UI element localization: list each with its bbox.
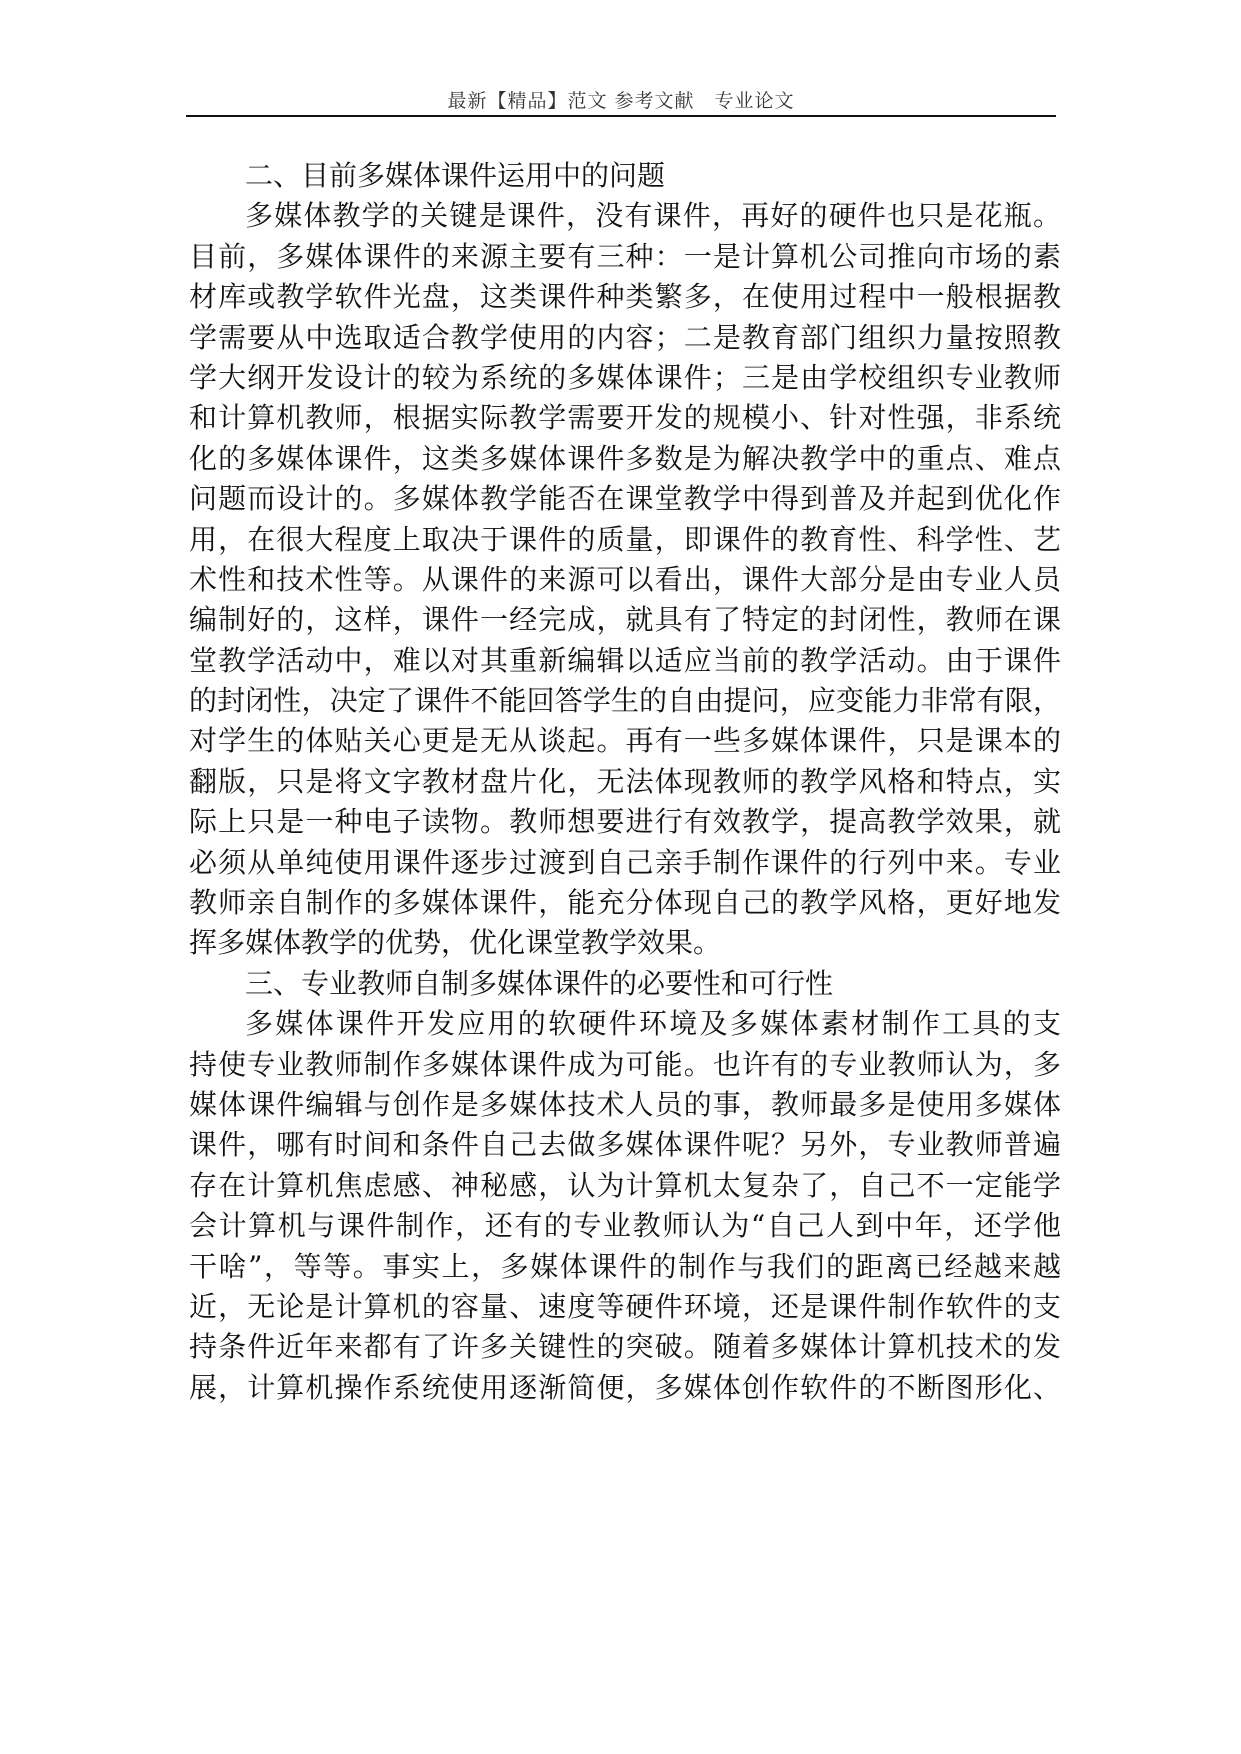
paragraph-line: 和计算机教师，根据实际教学需要开发的规模小、针对性强，非系统 — [189, 401, 1061, 435]
paragraph-line: 堂教学活动中，难以对其重新编辑以适应当前的教学活动。由于课件 — [189, 643, 1061, 677]
paragraph-line: 的封闭性，决定了课件不能回答学生的自由提问，应变能力非常有限， — [189, 684, 1061, 718]
paragraph-line: 近，无论是计算机的容量、速度等硬件环境，还是课件制作软件的支 — [189, 1289, 1061, 1323]
paragraph-line: 术性和技术性等。从课件的来源可以看出，课件大部分是由专业人员 — [189, 562, 1061, 596]
paragraph-line: 媒体课件编辑与创作是多媒体技术人员的事，教师最多是使用多媒体 — [189, 1087, 1061, 1121]
page-header: 最新【精品】范文 参考文献 专业论文 — [447, 90, 795, 112]
paragraph-line: 学大纲开发设计的较为系统的多媒体课件；三是由学校组织专业教师 — [189, 360, 1061, 394]
paragraph-line: 化的多媒体课件，这类多媒体课件多数是为解决教学中的重点、难点 — [189, 441, 1061, 475]
header-divider — [186, 115, 1056, 117]
paragraph-line: 多媒体课件开发应用的软硬件环境及多媒体素材制作工具的支 — [245, 1007, 1061, 1041]
paragraph-line: 持使专业教师制作多媒体课件成为可能。也许有的专业教师认为，多 — [189, 1047, 1061, 1081]
paragraph-line: 持条件近年来都有了许多关键性的突破。随着多媒体计算机技术的发 — [189, 1330, 1061, 1364]
paragraph-line: 挥多媒体教学的优势，优化课堂教学效果。 — [189, 926, 722, 960]
paragraph-line: 教师亲自制作的多媒体课件，能充分体现自己的教学风格，更好地发 — [189, 886, 1061, 920]
paragraph-line: 学需要从中选取适合教学使用的内容；二是教育部门组织力量按照教 — [189, 320, 1061, 354]
paragraph-line: 干啥”，等等。事实上，多媒体课件的制作与我们的距离已经越来越 — [189, 1249, 1061, 1283]
paragraph-line: 目前，多媒体课件的来源主要有三种：一是计算机公司推向市场的素 — [189, 239, 1061, 273]
paragraph-line: 展，计算机操作系统使用逐渐简便，多媒体创作软件的不断图形化、 — [189, 1370, 1061, 1404]
paragraph-line: 用，在很大程度上取决于课件的质量，即课件的教育性、科学性、艺 — [189, 522, 1061, 556]
paragraph-line: 对学生的体贴关心更是无从谈起。再有一些多媒体课件，只是课本的 — [189, 724, 1061, 758]
section-heading: 三、专业教师自制多媒体课件的必要性和可行性 — [245, 966, 834, 1000]
paragraph-line: 课件，哪有时间和条件自己去做多媒体课件呢？另外，专业教师普遍 — [189, 1128, 1061, 1162]
document-body — [189, 156, 1061, 1408]
paragraph-line: 多媒体教学的关键是课件，没有课件，再好的硬件也只是花瓶。 — [245, 199, 1061, 233]
paragraph-line: 存在计算机焦虑感、神秘感，认为计算机太复杂了，自己不一定能学 — [189, 1168, 1061, 1202]
paragraph-line: 问题而设计的。多媒体教学能否在课堂教学中得到普及并起到优化作 — [189, 482, 1061, 516]
paragraph-line: 编制好的，这样，课件一经完成，就具有了特定的封闭性，教师在课 — [189, 603, 1061, 637]
paragraph-line: 材库或教学软件光盘，这类课件种类繁多，在使用过程中一般根据教 — [189, 280, 1061, 314]
paragraph-line: 际上只是一种电子读物。教师想要进行有效教学，提高教学效果，就 — [189, 805, 1061, 839]
section-heading: 二、目前多媒体课件运用中的问题 — [245, 159, 666, 192]
paragraph-line: 会计算机与课件制作，还有的专业教师认为“自己人到中年，还学他 — [189, 1209, 1061, 1243]
paragraph-line: 翻版，只是将文字教材盘片化，无法体现教师的教学风格和特点，实 — [189, 764, 1061, 798]
paragraph-line: 必须从单纯使用课件逐步过渡到自己亲手制作课件的行列中来。专业 — [189, 845, 1061, 879]
